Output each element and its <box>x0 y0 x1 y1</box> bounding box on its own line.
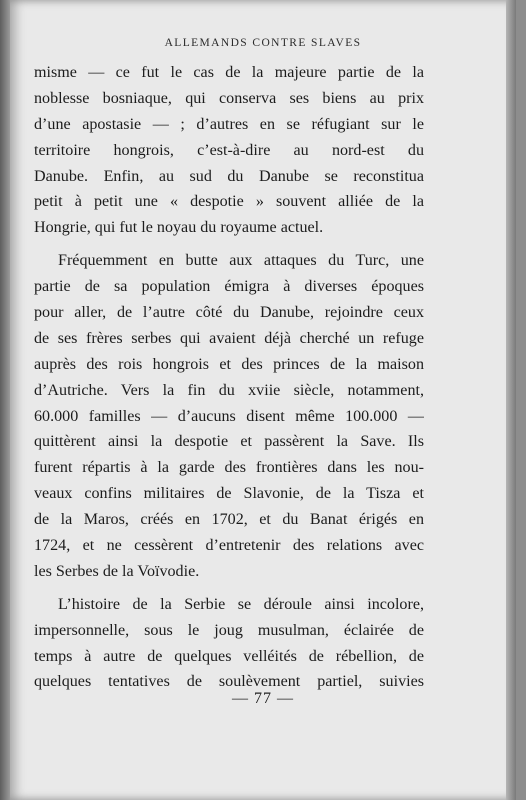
text-line: 1724, et ne cessèrent d’entretenir des relations avec <box>34 537 424 555</box>
text-line: L’histoire de la Serbie se déroule ainsi incolore, <box>58 595 424 613</box>
text-line: auprès des rois hongrois et des princes de la maison <box>34 355 424 373</box>
paragraph-3 <box>34 592 424 696</box>
book-page <box>10 0 516 800</box>
text-line: quittèrent ainsi la despotie et passèrent la Save. Ils <box>34 433 424 451</box>
text-line: noblesse bosniaque, qui conserva ses biens au prix <box>34 89 424 107</box>
text-line: quelques tentatives de soulèvement partiel, suivies <box>34 673 424 691</box>
book-spine-shadow <box>0 0 10 800</box>
running-head: ALLEMANDS CONTRE SLAVES <box>164 37 362 49</box>
text-line: d’Autriche. Vers la fin du xviie siècle, notamment, <box>34 381 424 399</box>
page-number: — 77 — <box>232 690 294 707</box>
text-line: furent répartis à la garde des frontières dans les nou- <box>34 459 424 477</box>
text-line: impersonnelle, sous le joug musulman, éclairée de <box>34 621 424 639</box>
text-line: territoire hongrois, c’est-à-dire au nord-est du <box>34 141 424 159</box>
text-line: les Serbes de la Voïvodie. <box>34 562 200 580</box>
text-line: Fréquemment en butte aux attaques du Turc, une <box>58 252 424 270</box>
text-line: de ses frères serbes qui avaient déjà cherché un refuge <box>34 329 424 347</box>
text-line: partie de sa population émigra à diverses époques <box>34 278 424 296</box>
text-line: d’une apostasie — ; d’autres en se réfugiant sur le <box>34 115 424 133</box>
text-line: petit à petit une « despotie » souvent alliée de la <box>34 193 424 211</box>
text-line: Hongrie, qui fut le noyau du royaume actuel. <box>34 219 324 237</box>
text-line: Danube. Enfin, au sud du Danube se reconstitua <box>34 167 424 185</box>
text-line: 60.000 familles — d’aucuns disent même 100.000 — <box>34 407 424 425</box>
paragraph-2 <box>34 248 424 585</box>
text-line: de la Maros, créés en 1702, et du Banat érigés en <box>34 511 424 529</box>
text-line: temps à autre de quelques velléités de rébellion, de <box>34 647 424 665</box>
text-line: misme — ce fut le cas de la majeure partie de la <box>34 64 424 81</box>
body-text <box>34 60 424 695</box>
text-line: veaux confins militaires de Slavonie, de la Tisza et <box>34 485 424 503</box>
paragraph-1 <box>34 60 424 241</box>
page-edge-shadow <box>506 0 516 800</box>
text-line: pour aller, de l’autre côté du Danube, rejoindre ceux <box>34 304 424 322</box>
